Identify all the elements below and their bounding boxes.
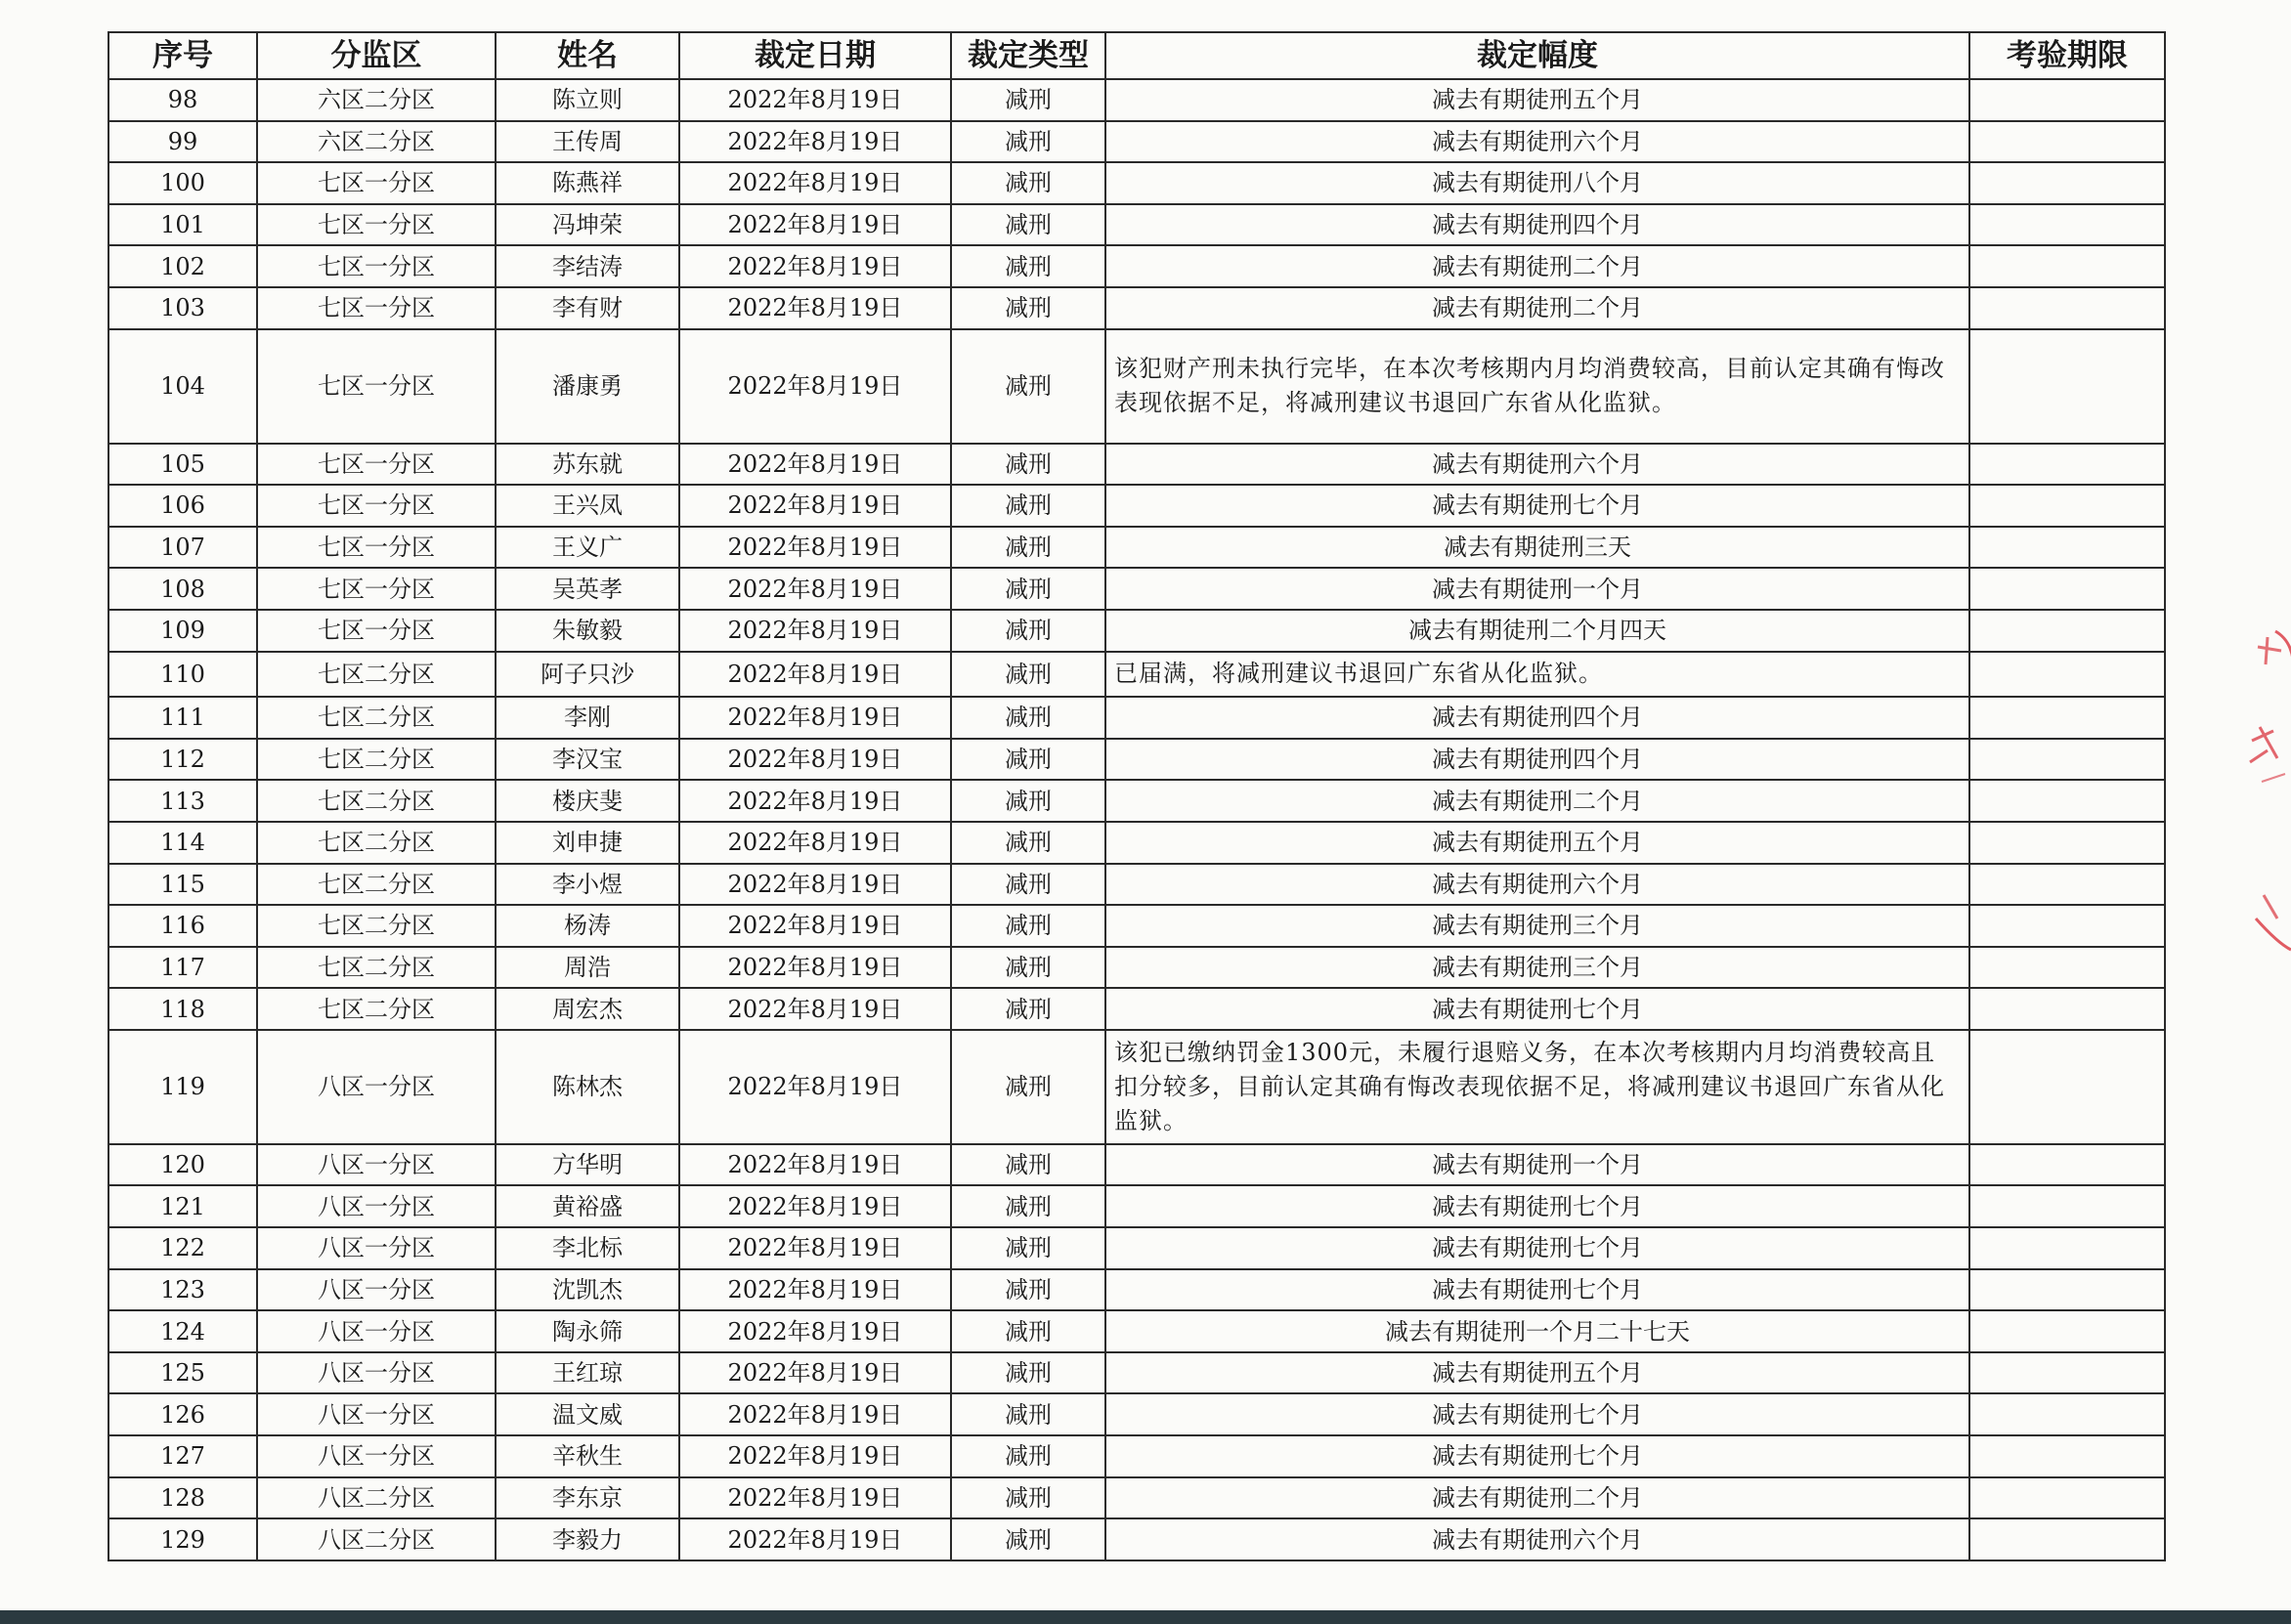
table-row bbox=[108, 1310, 2165, 1352]
cell-result: 减去有期徒刑六个月 bbox=[1105, 121, 1969, 163]
cell-seq: 114 bbox=[108, 822, 257, 864]
cell-area: 七区一分区 bbox=[257, 287, 496, 329]
cell-probation bbox=[1969, 162, 2165, 204]
cell-type: 减刑 bbox=[951, 245, 1105, 287]
cell-type: 减刑 bbox=[951, 864, 1105, 906]
cell-name: 吴英孝 bbox=[496, 568, 679, 610]
cell-name: 陈燕祥 bbox=[496, 162, 679, 204]
table-row bbox=[108, 287, 2165, 329]
cell-type: 减刑 bbox=[951, 739, 1105, 781]
cell-seq: 122 bbox=[108, 1227, 257, 1269]
cell-seq: 108 bbox=[108, 568, 257, 610]
seal-fragment-icon bbox=[2238, 625, 2291, 958]
cell-probation bbox=[1969, 947, 2165, 989]
cell-result: 减去有期徒刑二个月 bbox=[1105, 287, 1969, 329]
cell-result: 减去有期徒刑五个月 bbox=[1105, 1352, 1969, 1394]
cell-result: 减去有期徒刑七个月 bbox=[1105, 1269, 1969, 1311]
cell-name: 李汉宝 bbox=[496, 739, 679, 781]
cell-area: 七区一分区 bbox=[257, 245, 496, 287]
cell-name: 方华明 bbox=[496, 1144, 679, 1186]
cell-probation bbox=[1969, 739, 2165, 781]
cell-area: 八区一分区 bbox=[257, 1144, 496, 1186]
table-row bbox=[108, 1030, 2165, 1144]
table-row bbox=[108, 121, 2165, 163]
cell-area: 七区一分区 bbox=[257, 568, 496, 610]
cell-type: 减刑 bbox=[951, 568, 1105, 610]
cell-date: 2022年8月19日 bbox=[679, 1393, 951, 1435]
cell-area: 七区一分区 bbox=[257, 485, 496, 527]
cell-probation bbox=[1969, 1030, 2165, 1144]
cell-probation bbox=[1969, 568, 2165, 610]
cell-area: 七区二分区 bbox=[257, 947, 496, 989]
cell-type: 减刑 bbox=[951, 287, 1105, 329]
table-row bbox=[108, 652, 2165, 698]
cell-probation bbox=[1969, 1435, 2165, 1477]
cell-date: 2022年8月19日 bbox=[679, 610, 951, 652]
cell-probation bbox=[1969, 79, 2165, 121]
cell-date: 2022年8月19日 bbox=[679, 1185, 951, 1227]
cell-area: 八区一分区 bbox=[257, 1185, 496, 1227]
cell-type: 减刑 bbox=[951, 1310, 1105, 1352]
cell-probation bbox=[1969, 1518, 2165, 1560]
cell-seq: 105 bbox=[108, 444, 257, 486]
cell-area: 七区一分区 bbox=[257, 444, 496, 486]
cell-name: 刘申捷 bbox=[496, 822, 679, 864]
cell-seq: 117 bbox=[108, 947, 257, 989]
cell-seq: 115 bbox=[108, 864, 257, 906]
cell-name: 王传周 bbox=[496, 121, 679, 163]
cell-date: 2022年8月19日 bbox=[679, 287, 951, 329]
cell-seq: 111 bbox=[108, 697, 257, 739]
cell-date: 2022年8月19日 bbox=[679, 1144, 951, 1186]
cell-type: 减刑 bbox=[951, 79, 1105, 121]
cell-name: 王兴凤 bbox=[496, 485, 679, 527]
cell-area: 六区二分区 bbox=[257, 79, 496, 121]
cell-area: 七区二分区 bbox=[257, 739, 496, 781]
cell-result: 减去有期徒刑七个月 bbox=[1105, 1227, 1969, 1269]
cell-date: 2022年8月19日 bbox=[679, 1477, 951, 1519]
cell-name: 冯坤荣 bbox=[496, 204, 679, 246]
cell-date: 2022年8月19日 bbox=[679, 1269, 951, 1311]
header-name: 姓名 bbox=[496, 32, 679, 79]
cell-seq: 112 bbox=[108, 739, 257, 781]
cell-type: 减刑 bbox=[951, 1352, 1105, 1394]
cell-date: 2022年8月19日 bbox=[679, 485, 951, 527]
cell-date: 2022年8月19日 bbox=[679, 652, 951, 698]
cell-type: 减刑 bbox=[951, 610, 1105, 652]
table-row bbox=[108, 780, 2165, 822]
cell-name: 朱敏毅 bbox=[496, 610, 679, 652]
cell-result: 减去有期徒刑一个月 bbox=[1105, 1144, 1969, 1186]
cell-date: 2022年8月19日 bbox=[679, 864, 951, 906]
cell-probation bbox=[1969, 822, 2165, 864]
table-row bbox=[108, 1435, 2165, 1477]
cell-date: 2022年8月19日 bbox=[679, 121, 951, 163]
cell-type: 减刑 bbox=[951, 444, 1105, 486]
table-body bbox=[108, 79, 2165, 1560]
header-seq: 序号 bbox=[108, 32, 257, 79]
cell-probation bbox=[1969, 329, 2165, 444]
cell-seq: 121 bbox=[108, 1185, 257, 1227]
cell-result: 减去有期徒刑一个月 bbox=[1105, 568, 1969, 610]
cell-date: 2022年8月19日 bbox=[679, 947, 951, 989]
cell-seq: 127 bbox=[108, 1435, 257, 1477]
header-row bbox=[108, 32, 2165, 79]
cell-date: 2022年8月19日 bbox=[679, 988, 951, 1030]
cell-type: 减刑 bbox=[951, 1435, 1105, 1477]
table-row bbox=[108, 527, 2165, 569]
table-row bbox=[108, 162, 2165, 204]
cell-type: 减刑 bbox=[951, 822, 1105, 864]
cell-area: 七区一分区 bbox=[257, 527, 496, 569]
cell-type: 减刑 bbox=[951, 947, 1105, 989]
cell-probation bbox=[1969, 1393, 2165, 1435]
cell-area: 七区一分区 bbox=[257, 204, 496, 246]
cell-type: 减刑 bbox=[951, 1393, 1105, 1435]
cell-area: 七区二分区 bbox=[257, 988, 496, 1030]
cell-name: 王红琼 bbox=[496, 1352, 679, 1394]
cell-area: 八区一分区 bbox=[257, 1393, 496, 1435]
cell-seq: 98 bbox=[108, 79, 257, 121]
cell-name: 李小煜 bbox=[496, 864, 679, 906]
table-row bbox=[108, 739, 2165, 781]
table-row bbox=[108, 947, 2165, 989]
cell-name: 李北标 bbox=[496, 1227, 679, 1269]
cell-result: 减去有期徒刑五个月 bbox=[1105, 79, 1969, 121]
cell-probation bbox=[1969, 652, 2165, 698]
cell-result: 减去有期徒刑一个月二十七天 bbox=[1105, 1310, 1969, 1352]
cell-area: 七区二分区 bbox=[257, 780, 496, 822]
cell-result: 该犯已缴纳罚金1300元，未履行退赔义务，在本次考核期内月均消费较高且扣分较多，目前认定其确有悔改表现依据不足，将减刑建议书退回广东省从化监狱。 bbox=[1105, 1030, 1969, 1144]
cell-date: 2022年8月19日 bbox=[679, 444, 951, 486]
cell-name: 辛秋生 bbox=[496, 1435, 679, 1477]
table-row bbox=[108, 79, 2165, 121]
cell-result: 减去有期徒刑七个月 bbox=[1105, 485, 1969, 527]
table-row bbox=[108, 1227, 2165, 1269]
cell-result: 减去有期徒刑四个月 bbox=[1105, 739, 1969, 781]
header-result: 裁定幅度 bbox=[1105, 32, 1969, 79]
cell-name: 沈凯杰 bbox=[496, 1269, 679, 1311]
cell-seq: 113 bbox=[108, 780, 257, 822]
cell-type: 减刑 bbox=[951, 162, 1105, 204]
table-row bbox=[108, 329, 2165, 444]
header-area: 分监区 bbox=[257, 32, 496, 79]
cell-probation bbox=[1969, 1144, 2165, 1186]
cell-result: 减去有期徒刑八个月 bbox=[1105, 162, 1969, 204]
cell-probation bbox=[1969, 121, 2165, 163]
cell-result: 减去有期徒刑二个月 bbox=[1105, 780, 1969, 822]
cell-result: 减去有期徒刑六个月 bbox=[1105, 444, 1969, 486]
cell-probation bbox=[1969, 444, 2165, 486]
cell-seq: 103 bbox=[108, 287, 257, 329]
cell-seq: 119 bbox=[108, 1030, 257, 1144]
cell-date: 2022年8月19日 bbox=[679, 780, 951, 822]
cell-seq: 100 bbox=[108, 162, 257, 204]
cell-name: 李刚 bbox=[496, 697, 679, 739]
table-row bbox=[108, 1477, 2165, 1519]
cell-probation bbox=[1969, 204, 2165, 246]
cell-probation bbox=[1969, 1227, 2165, 1269]
cell-area: 六区二分区 bbox=[257, 121, 496, 163]
cell-type: 减刑 bbox=[951, 780, 1105, 822]
cell-name: 李东京 bbox=[496, 1477, 679, 1519]
cell-date: 2022年8月19日 bbox=[679, 1030, 951, 1144]
table-row bbox=[108, 245, 2165, 287]
cell-name: 王义广 bbox=[496, 527, 679, 569]
header-type: 裁定类型 bbox=[951, 32, 1105, 79]
cell-type: 减刑 bbox=[951, 652, 1105, 698]
cell-date: 2022年8月19日 bbox=[679, 905, 951, 947]
table-row bbox=[108, 822, 2165, 864]
cell-date: 2022年8月19日 bbox=[679, 822, 951, 864]
cell-type: 减刑 bbox=[951, 1269, 1105, 1311]
cell-date: 2022年8月19日 bbox=[679, 1352, 951, 1394]
table-row bbox=[108, 864, 2165, 906]
cell-seq: 120 bbox=[108, 1144, 257, 1186]
table-row bbox=[108, 697, 2165, 739]
cell-probation bbox=[1969, 905, 2165, 947]
cell-area: 七区二分区 bbox=[257, 864, 496, 906]
cell-name: 陶永筛 bbox=[496, 1310, 679, 1352]
cell-date: 2022年8月19日 bbox=[679, 739, 951, 781]
table-row bbox=[108, 444, 2165, 486]
cell-probation bbox=[1969, 1352, 2165, 1394]
cell-date: 2022年8月19日 bbox=[679, 79, 951, 121]
cell-seq: 104 bbox=[108, 329, 257, 444]
cell-result: 该犯财产刑未执行完毕，在本次考核期内月均消费较高，目前认定其确有悔改表现依据不足，将减刑建议书退回广东省从化监狱。 bbox=[1105, 329, 1969, 444]
cell-date: 2022年8月19日 bbox=[679, 697, 951, 739]
cell-probation bbox=[1969, 1310, 2165, 1352]
cell-type: 减刑 bbox=[951, 1144, 1105, 1186]
cell-date: 2022年8月19日 bbox=[679, 1518, 951, 1560]
cell-area: 八区一分区 bbox=[257, 1435, 496, 1477]
cell-area: 八区一分区 bbox=[257, 1227, 496, 1269]
cell-type: 减刑 bbox=[951, 905, 1105, 947]
cell-area: 七区一分区 bbox=[257, 610, 496, 652]
cell-seq: 109 bbox=[108, 610, 257, 652]
cell-area: 八区一分区 bbox=[257, 1352, 496, 1394]
cell-seq: 126 bbox=[108, 1393, 257, 1435]
cell-date: 2022年8月19日 bbox=[679, 245, 951, 287]
cell-name: 李毅力 bbox=[496, 1518, 679, 1560]
cell-area: 七区二分区 bbox=[257, 822, 496, 864]
cell-date: 2022年8月19日 bbox=[679, 204, 951, 246]
table-row bbox=[108, 905, 2165, 947]
cell-date: 2022年8月19日 bbox=[679, 1435, 951, 1477]
cell-area: 八区二分区 bbox=[257, 1477, 496, 1519]
ruling-table bbox=[108, 31, 2166, 1561]
cell-probation bbox=[1969, 1269, 2165, 1311]
cell-seq: 129 bbox=[108, 1518, 257, 1560]
cell-name: 潘康勇 bbox=[496, 329, 679, 444]
cell-type: 减刑 bbox=[951, 204, 1105, 246]
cell-probation bbox=[1969, 610, 2165, 652]
cell-date: 2022年8月19日 bbox=[679, 568, 951, 610]
cell-type: 减刑 bbox=[951, 697, 1105, 739]
table-row bbox=[108, 1185, 2165, 1227]
cell-seq: 106 bbox=[108, 485, 257, 527]
cell-name: 苏东就 bbox=[496, 444, 679, 486]
cell-name: 周宏杰 bbox=[496, 988, 679, 1030]
cell-type: 减刑 bbox=[951, 527, 1105, 569]
table-row bbox=[108, 610, 2165, 652]
table-row bbox=[108, 204, 2165, 246]
cell-seq: 101 bbox=[108, 204, 257, 246]
cell-seq: 102 bbox=[108, 245, 257, 287]
cell-name: 阿子只沙 bbox=[496, 652, 679, 698]
table-row bbox=[108, 1393, 2165, 1435]
cell-name: 黄裕盛 bbox=[496, 1185, 679, 1227]
cell-result: 减去有期徒刑五个月 bbox=[1105, 822, 1969, 864]
cell-result: 减去有期徒刑四个月 bbox=[1105, 697, 1969, 739]
cell-area: 八区一分区 bbox=[257, 1269, 496, 1311]
cell-date: 2022年8月19日 bbox=[679, 1227, 951, 1269]
cell-name: 李有财 bbox=[496, 287, 679, 329]
cell-result: 已届满，将减刑建议书退回广东省从化监狱。 bbox=[1105, 652, 1969, 698]
cell-result: 减去有期徒刑六个月 bbox=[1105, 864, 1969, 906]
cell-type: 减刑 bbox=[951, 1185, 1105, 1227]
cell-result: 减去有期徒刑六个月 bbox=[1105, 1518, 1969, 1560]
cell-area: 七区一分区 bbox=[257, 329, 496, 444]
cell-seq: 110 bbox=[108, 652, 257, 698]
table-row bbox=[108, 1352, 2165, 1394]
cell-name: 陈林杰 bbox=[496, 1030, 679, 1144]
cell-name: 楼庆斐 bbox=[496, 780, 679, 822]
cell-area: 八区二分区 bbox=[257, 1518, 496, 1560]
cell-result: 减去有期徒刑三个月 bbox=[1105, 905, 1969, 947]
cell-probation bbox=[1969, 527, 2165, 569]
cell-area: 七区二分区 bbox=[257, 905, 496, 947]
cell-result: 减去有期徒刑三个月 bbox=[1105, 947, 1969, 989]
cell-area: 七区二分区 bbox=[257, 697, 496, 739]
cell-type: 减刑 bbox=[951, 329, 1105, 444]
cell-result: 减去有期徒刑二个月四天 bbox=[1105, 610, 1969, 652]
cell-result: 减去有期徒刑七个月 bbox=[1105, 1435, 1969, 1477]
cell-probation bbox=[1969, 864, 2165, 906]
table-row bbox=[108, 1518, 2165, 1560]
cell-probation bbox=[1969, 287, 2165, 329]
cell-probation bbox=[1969, 697, 2165, 739]
cell-type: 减刑 bbox=[951, 988, 1105, 1030]
header-probation: 考验期限 bbox=[1969, 32, 2165, 79]
cell-date: 2022年8月19日 bbox=[679, 1310, 951, 1352]
scanner-edge bbox=[0, 1610, 2291, 1624]
cell-name: 陈立则 bbox=[496, 79, 679, 121]
cell-type: 减刑 bbox=[951, 121, 1105, 163]
cell-result: 减去有期徒刑七个月 bbox=[1105, 1393, 1969, 1435]
cell-probation bbox=[1969, 1477, 2165, 1519]
cell-seq: 123 bbox=[108, 1269, 257, 1311]
header-date: 裁定日期 bbox=[679, 32, 951, 79]
cell-area: 七区一分区 bbox=[257, 162, 496, 204]
table-row bbox=[108, 988, 2165, 1030]
cell-area: 八区一分区 bbox=[257, 1030, 496, 1144]
cell-type: 减刑 bbox=[951, 1227, 1105, 1269]
cell-probation bbox=[1969, 780, 2165, 822]
cell-probation bbox=[1969, 988, 2165, 1030]
table-row bbox=[108, 485, 2165, 527]
cell-date: 2022年8月19日 bbox=[679, 162, 951, 204]
cell-probation bbox=[1969, 485, 2165, 527]
cell-name: 周浩 bbox=[496, 947, 679, 989]
cell-area: 八区一分区 bbox=[257, 1310, 496, 1352]
cell-type: 减刑 bbox=[951, 485, 1105, 527]
cell-type: 减刑 bbox=[951, 1518, 1105, 1560]
cell-seq: 128 bbox=[108, 1477, 257, 1519]
cell-type: 减刑 bbox=[951, 1030, 1105, 1144]
cell-seq: 99 bbox=[108, 121, 257, 163]
cell-seq: 124 bbox=[108, 1310, 257, 1352]
cell-seq: 116 bbox=[108, 905, 257, 947]
cell-area: 七区二分区 bbox=[257, 652, 496, 698]
table-row bbox=[108, 568, 2165, 610]
cell-result: 减去有期徒刑三天 bbox=[1105, 527, 1969, 569]
cell-seq: 125 bbox=[108, 1352, 257, 1394]
cell-date: 2022年8月19日 bbox=[679, 329, 951, 444]
cell-name: 杨涛 bbox=[496, 905, 679, 947]
cell-result: 减去有期徒刑七个月 bbox=[1105, 988, 1969, 1030]
cell-result: 减去有期徒刑二个月 bbox=[1105, 1477, 1969, 1519]
table-row bbox=[108, 1144, 2165, 1186]
cell-probation bbox=[1969, 245, 2165, 287]
cell-probation bbox=[1969, 1185, 2165, 1227]
cell-name: 李结涛 bbox=[496, 245, 679, 287]
cell-result: 减去有期徒刑七个月 bbox=[1105, 1185, 1969, 1227]
cell-date: 2022年8月19日 bbox=[679, 527, 951, 569]
cell-result: 减去有期徒刑二个月 bbox=[1105, 245, 1969, 287]
cell-seq: 107 bbox=[108, 527, 257, 569]
cell-seq: 118 bbox=[108, 988, 257, 1030]
table-row bbox=[108, 1269, 2165, 1311]
cell-result: 减去有期徒刑四个月 bbox=[1105, 204, 1969, 246]
cell-name: 温文威 bbox=[496, 1393, 679, 1435]
cell-type: 减刑 bbox=[951, 1477, 1105, 1519]
